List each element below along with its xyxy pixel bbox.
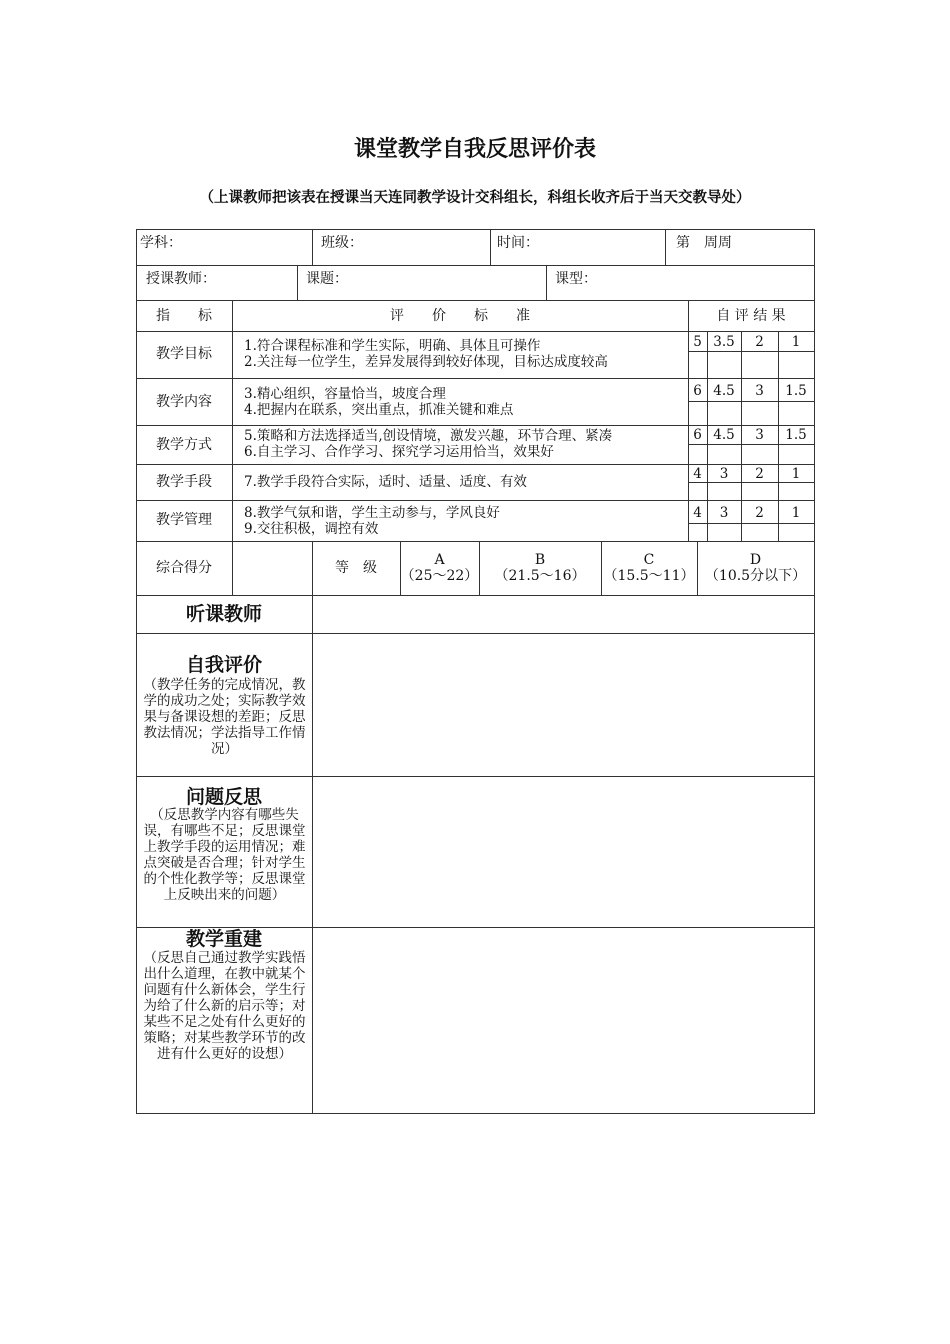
score-option[interactable]: 1 [791,505,801,521]
grade-letter: D [749,552,762,568]
score-option[interactable]: 2 [755,334,764,350]
score-option[interactable]: 1.5 [785,383,807,399]
grade-range: （25～22） [400,568,479,584]
week-field[interactable]: 第 周周 [676,235,732,251]
criteria-line: 3.精心组织，容量恰当，坡度合理 [244,386,446,402]
section-title-observer: 听课教师 [185,603,262,625]
criteria-line: 7.教学手段符合实际，适时、适量、适度、有效 [244,474,527,490]
self-eval-header: 自 评 结 果 [716,308,786,324]
subject-field[interactable]: 学科： [140,235,182,251]
lesson-type-field[interactable]: 课型： [555,271,597,287]
section-note-reconstruction: （反思自己通过教学实践悟出什么道理，在教中就某个问题有什么新体会，学生行为给了什么新的启示等；对某些不足之处有什么更好的策略；对某些教学环节的改进有什么更好的设想） [143,950,306,1062]
criteria-line: 9.交往积极，调控有效 [244,521,379,537]
indicator-header: 指 标 [156,308,212,324]
grade-range: （15.5～11） [603,568,695,584]
indicator-name: 教学手段 [156,474,212,490]
indicator-name: 教学目标 [156,346,212,362]
score-option[interactable]: 3 [755,427,764,443]
score-option[interactable]: 4 [693,466,702,482]
indicator-name: 教学管理 [156,512,212,528]
score-option[interactable]: 1 [791,334,801,350]
page-subtitle: （上课教师把该表在授课当天连同教学设计交科组长，科组长收齐后于当天交教导处） [199,190,751,206]
grade-range: （21.5～16） [494,568,586,584]
score-option[interactable]: 1 [791,466,801,482]
criteria-line: 5.策略和方法选择适当,创设情境，激发兴趣，环节合理、紧凑 [244,428,613,444]
self-eval-input-area[interactable] [313,634,814,776]
grade-range: （10.5分以下） [704,568,807,584]
score-option[interactable]: 2 [755,505,764,521]
grade-label: 等 级 [335,560,377,576]
observer-input-area[interactable] [313,596,814,633]
grade-letter: C [643,552,655,568]
score-option[interactable]: 5 [693,334,702,350]
score-option[interactable]: 3 [719,505,729,521]
section-note-reflection: （反思教学内容有哪些失误，有哪些不足；反思课堂上教学手段的运用情况；难点突破是否合理；针对学生的个性化教学等；反思课堂上反映出来的问题） [143,807,306,903]
score-option[interactable]: 3.5 [713,334,735,350]
criteria-line: 2.关注每一位学生，差异发展得到较好体现，目标达成度较高 [244,354,608,370]
score-option[interactable]: 3 [755,383,764,399]
criteria-line: 6.自主学习、合作学习、探究学习运用恰当，效果好 [244,444,554,460]
class-field[interactable]: 班级： [321,235,363,251]
page-title: 课堂教学自我反思评价表 [353,137,596,162]
indicator-name: 教学内容 [156,394,212,410]
score-option[interactable]: 6 [693,383,702,399]
section-note-self-eval: （教学任务的完成情况，教学的成功之处；实际教学效果与备课设想的差距；反思教法情况；学法指导工作情况） [143,677,306,757]
criteria-line: 4.把握内在联系，突出重点，抓准关键和难点 [244,402,514,418]
topic-field[interactable]: 课题： [306,271,348,287]
grade-letter: B [534,552,546,568]
criteria-line: 1.符合课程标准和学生实际，明确、具体且可操作 [244,338,541,354]
section-title-self-eval: 自我评价 [185,654,262,676]
criteria-header: 评 价 标 准 [390,308,530,324]
section-title-reconstruction: 教学重建 [185,928,262,950]
grade-letter: A [434,552,445,568]
teacher-field[interactable]: 授课教师： [146,271,216,287]
total-score-label: 综合得分 [156,560,212,576]
indicator-name: 教学方式 [156,437,212,453]
score-option[interactable]: 6 [693,427,702,443]
reflection-input-area[interactable] [313,777,814,927]
criteria-line: 8.教学气氛和谐，学生主动参与，学风良好 [244,505,500,521]
score-option[interactable]: 4.5 [713,427,735,443]
score-option[interactable]: 3 [719,466,729,482]
score-option[interactable]: 2 [755,466,764,482]
score-option[interactable]: 4 [693,505,702,521]
score-option[interactable]: 1.5 [785,427,807,443]
score-option[interactable]: 4.5 [713,383,735,399]
section-title-reflection: 问题反思 [185,786,262,808]
time-field[interactable]: 时间： [497,235,539,251]
reconstruction-input-area[interactable] [313,928,814,1113]
